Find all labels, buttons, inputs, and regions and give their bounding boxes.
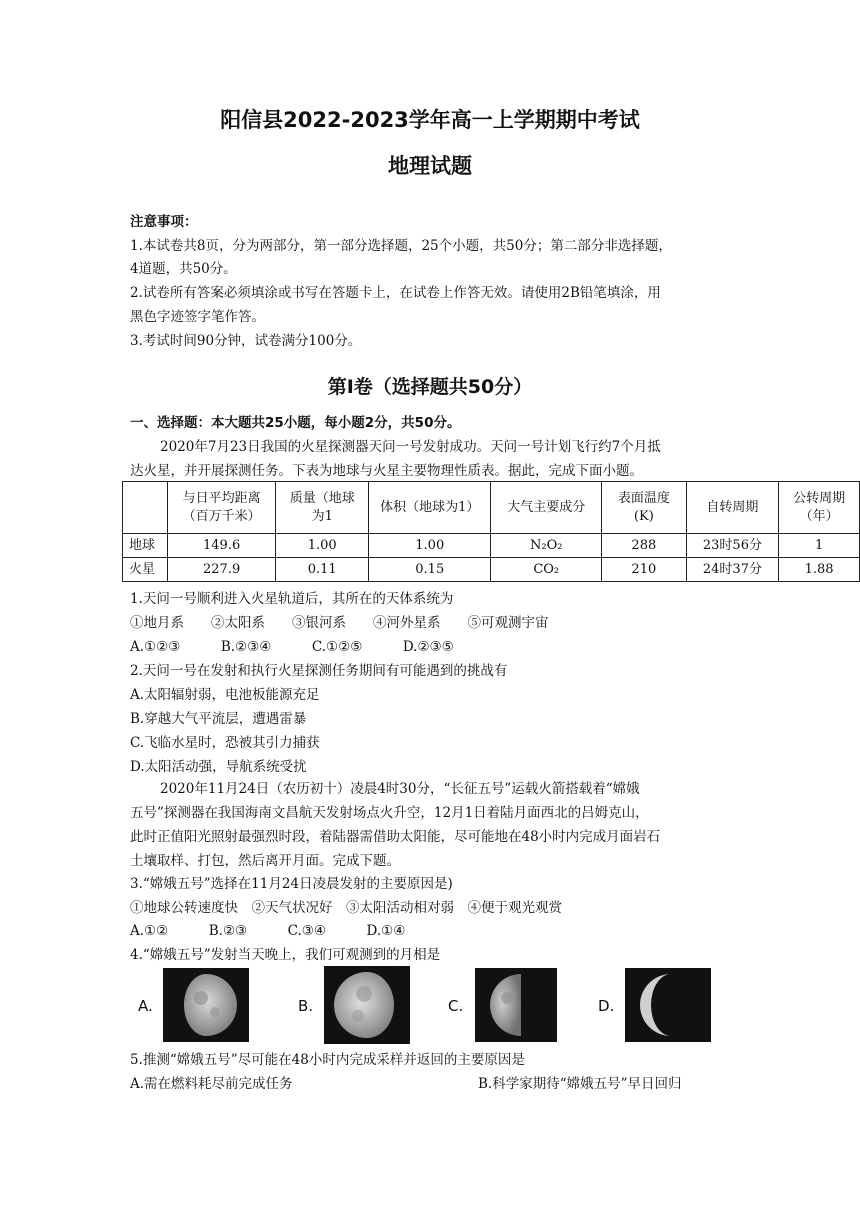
table-cell: 23时56分 bbox=[686, 534, 779, 558]
question-2-option: B.穿越大气平流层，遭遇雷暴 bbox=[130, 711, 307, 727]
question-5-stem: 5.推测“嫦娥五号”尽可能在48小时内完成采样并返回的主要原因是 bbox=[130, 1052, 525, 1068]
question-3-options: A.①② B.②③ C.③④ D.①④ bbox=[130, 923, 406, 939]
planet-properties-table bbox=[122, 481, 860, 582]
table-header-row bbox=[123, 482, 860, 534]
table-header-cell: 与日平均距离 （百万千米） bbox=[167, 482, 276, 534]
passage-line: 2020年11月24日（农历初十）凌晨4时30分，“长征五号”运载火箭搭载着“嫦娥 bbox=[160, 781, 640, 797]
question-2-option: D.太阳活动强，导航系统受扰 bbox=[130, 759, 307, 775]
table-header-cell: 公转周期 （年） bbox=[779, 482, 860, 534]
moon-phase-c-image bbox=[475, 968, 557, 1042]
table-cell: 24时37分 bbox=[686, 558, 779, 582]
table-cell: 0.11 bbox=[276, 558, 369, 582]
moon-phase-a-image bbox=[163, 968, 249, 1042]
moon-choice-a-label: A. bbox=[138, 997, 153, 1015]
passage-line: 此时正值阳光照射最强烈时段，着陆器需借助太阳能，尽可能地在48小时内完成月面岩石 bbox=[130, 829, 661, 845]
table-cell: 1.88 bbox=[779, 558, 860, 582]
moon-choice-b-label: B. bbox=[298, 997, 314, 1015]
moon-phase-b-image bbox=[324, 966, 410, 1044]
moon-choice-c-label: C. bbox=[448, 997, 464, 1015]
notice-line: 2.试卷所有答案必须填涂或书写在答题卡上，在试卷上作答无效。请使用2B铅笔填涂，用 bbox=[130, 285, 661, 301]
first-quarter-moon-icon bbox=[475, 968, 557, 1042]
question-5-option-a: A.需在燃料耗尽前完成任务 bbox=[130, 1076, 293, 1092]
table-cell: 1.00 bbox=[369, 534, 491, 558]
question-3-stem: 3.“嫦娥五号”选择在11月24日凌晨发射的主要原因是) bbox=[130, 876, 453, 892]
table-row bbox=[123, 558, 860, 582]
section-title: 第Ⅰ卷（选择题共50分） bbox=[327, 376, 533, 398]
table-cell: 1.00 bbox=[276, 534, 369, 558]
table-header-cell bbox=[123, 482, 168, 534]
question-1-stem: 1.天问一号顺利进入火星轨道后，其所在的天体系统为 bbox=[130, 591, 454, 607]
question-5-option-b: B.科学家期待“嫦娥五号”早日回归 bbox=[478, 1076, 682, 1092]
gibbous-moon-icon bbox=[324, 966, 410, 1044]
question-4-stem: 4.“嫦娥五号”发射当天晚上，我们可观测到的月相是 bbox=[130, 947, 441, 963]
notice-heading: 注意事项： bbox=[130, 214, 198, 230]
table-cell: N₂O₂ bbox=[491, 534, 602, 558]
passage-line: 达火星，并开展探测任务。下表为地球与火星主要物理性质表。据此，完成下面小题。 bbox=[130, 463, 643, 479]
question-2-stem: 2.天问一号在发射和执行火星探测任务期间有可能遇到的挑战有 bbox=[130, 663, 508, 679]
question-2-option: A.太阳辐射弱，电池板能源充足 bbox=[130, 687, 320, 703]
notice-line: 4道题，共50分。 bbox=[130, 261, 237, 277]
question-1-options: A.①②③ B.②③④ C.①②⑤ D.②③⑤ bbox=[130, 639, 454, 655]
table-cell: 288 bbox=[602, 534, 687, 558]
question-2-option: C.飞临水星时，恐被其引力捕获 bbox=[130, 735, 320, 751]
waxing-gibbous-moon-icon bbox=[163, 968, 249, 1042]
table-cell: 149.6 bbox=[167, 534, 276, 558]
table-header-cell: 质量（地球 为1 bbox=[276, 482, 369, 534]
passage-line: 2020年7月23日我国的火星探测器天问一号发射成功。天问一号计划飞行约7个月抵 bbox=[160, 439, 661, 455]
table-cell: CO₂ bbox=[491, 558, 602, 582]
table-cell: 地球 bbox=[123, 534, 168, 558]
passage-line: 五号”探测器在我国海南文昌航天发射场点火升空，12月1日着陆月面西北的吕姆克山， bbox=[130, 805, 649, 821]
question-3-items: ①地球公转速度快 ②天气状况好 ③太阳活动相对弱 ④便于观光观赏 bbox=[130, 900, 562, 916]
table-header-cell: 体积（地球为1） bbox=[369, 482, 491, 534]
table-header-cell: 自转周期 bbox=[686, 482, 779, 534]
table-header-cell: 表面温度 (K) bbox=[602, 482, 687, 534]
question-1-items: ①地月系 ②太阳系 ③银河系 ④河外星系 ⑤可观测宇宙 bbox=[130, 615, 549, 631]
table-cell: 1 bbox=[779, 534, 860, 558]
table-cell: 227.9 bbox=[167, 558, 276, 582]
notice-line: 3.考试时间90分钟，试卷满分100分。 bbox=[130, 333, 362, 349]
section-intro: 一、选择题：本大题共25小题，每小题2分，共50分。 bbox=[130, 415, 461, 431]
passage-line: 土壤取样、打包，然后离开月面。完成下题。 bbox=[130, 853, 400, 869]
notice-line: 黑色字迹签字笔作答。 bbox=[130, 309, 265, 325]
moon-choice-d-label: D. bbox=[598, 997, 615, 1015]
exam-title: 阳信县2022-2023学年高一上学期期中考试 bbox=[220, 108, 640, 132]
table-cell: 0.15 bbox=[369, 558, 491, 582]
table-header-cell: 大气主要成分 bbox=[491, 482, 602, 534]
notice-line: 1.本试卷共8页，分为两部分，第一部分选择题，25个小题，共50分；第二部分非选择题， bbox=[130, 238, 672, 254]
exam-subtitle: 地理试题 bbox=[388, 154, 472, 178]
table-cell: 210 bbox=[602, 558, 687, 582]
moon-phase-d-image bbox=[625, 968, 711, 1042]
table-row bbox=[123, 534, 860, 558]
crescent-moon-icon bbox=[625, 968, 711, 1042]
table-cell: 火星 bbox=[123, 558, 168, 582]
